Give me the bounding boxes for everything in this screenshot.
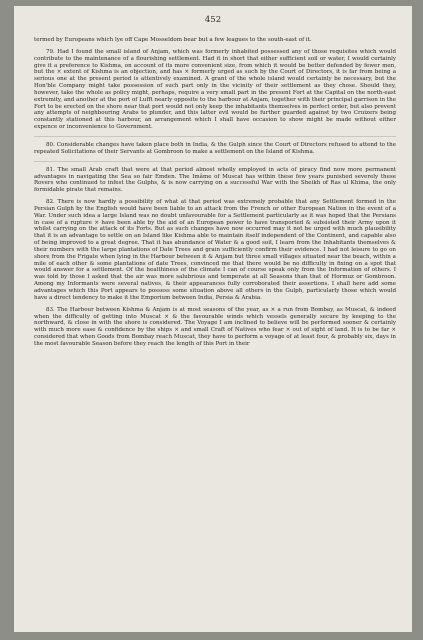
paragraph-intro: termed by Europeans which lye off Cape Mosseldom bear but a few leagues to the south-east of it. <box>34 37 312 43</box>
page-number: 452 <box>204 15 222 25</box>
paragraph-80: 80. Considerable changes have taken place both in India, & the Gulph since the Court of Directors refused to attend to the repeated Solicitations of their Servants at Gombroon to make a settlement on the Island of Kishma. <box>34 141 396 155</box>
paragraph-83: 83. The Harbour between Kishma & Anjam is at most seasons of the year, as × a run from Bombay, as Muscat, & indeed when the difficulty of getting into Muscat × & the favourable winds which vessels generally secure by keeping to the northward, & close in with the shore is considered. The Voyage I am inclined to believe will be performed sooner & certainly with much more ease & confidence by the ships × and small Craft of Natives who fear × out of sight of land. It is to be far × considered that when Goods from Bombay reach Muscat, they have to perform a voyage of at least four, & probably six, days in the most favourable Season before they reach the length of this Port in their <box>34 306 396 347</box>
document-body <box>34 37 396 353</box>
section-divider <box>34 161 396 162</box>
section-divider <box>34 136 396 137</box>
paragraph-79: 79. Had I found the small island of Anjam, which was formerly inhabited possessed any of those requisites which would contribute to the maintenance of a flourishing settlement. Had it in short that either sufficient soil or water, I would certainly give it a preference to Kishma, on account of its more convenient size, from which it would be better defended by fewer men, but the × extent of Kishma is an objection, and has × formerly urged as such by the Court of Directors, it is far from being a serious one at the present period is attentively examined. A grant of the whole island would certainly be necessary, but the Hon'ble Company might take possession of such part only in the vicinity of their settlement as they chose. Should they, however, take the whole as policy might, perhaps, require a very small part in the present Fort at the Capital on the north-east extremity, and another at the port of Lufft nearly opposite to the harbour at Anjam, together with their principal garrison in the Fort to be erected on the shore near that port would not only keep the inhabitants themselves in perfect order, but also prevent any attempts of neighbouring Arabs to plunder, and this latter evil would be further guarded against by two Cruizers being constantly stationed at this harbour, an arrangement which I shall have occasion to show might be made without either expence or inconvenience to Government. <box>34 48 396 131</box>
paragraph-82: 82. There is now hardly a possibility of what at that period was extremely probable that any Settlement formed in the Persian Gulph by the English would have been liable to an attack from the French or other European Nation in the event of a War. Under such idea a large Island was no doubt unfavourable for a Settlement particularly as it was hoped that the Persians in case of a rupture × have been able by the aid of an European power to have transported & subsisted their Army upon it whilst carrying on the attack of its Forts. But as such changes have now occurred may it not be urged with much plausibility that it is an advantage to settle on an Island like Kishma able to maintain itself independent of the Continent, and capable also of being improved to a great degree. That it has abundance of Water & a good soil, I learn from the Inhabitants themselves & their numbers with the large plantations of Date Trees and grain sufficiently confirm their evidence. I had not leisure to go on shore from the Frigate when lying in the Harbour between it & Anjam but three small villages situated near the beach, within a mile of each other & some plantations of date Trees, convinced me that there would be no difficulty in fixing on a spot that would answer for a settlement. Of the healthiness of the climate I can of course speak only from the Information of others. I was told by those I asked that the air was more salubrious and temperate at all Seasons than that of Hormuz or Gombroon. Among my Informants were several natives, & their appearances fully corroborated their assertions. I shall here add some advantages which this Port appears to possess some situation above all others in the Gulph, particularly those which would have a direct tendency to make it the Emporium between India, Persia & Arabia. <box>34 199 396 301</box>
paragraph-81: 81. The small Arab craft that were at that period almost wholly employed in acts of piracy find now more permanent advantages in navigating the Sea so fair Emden. The Imâme of Muscat has within these few years punished severely these Rovers who continued to infest the Gulphs, & is now carrying on a successful War with the Sheikh of Ras ul Khima, the only formidable pirate that remains. <box>34 166 396 194</box>
document-page <box>14 6 412 632</box>
